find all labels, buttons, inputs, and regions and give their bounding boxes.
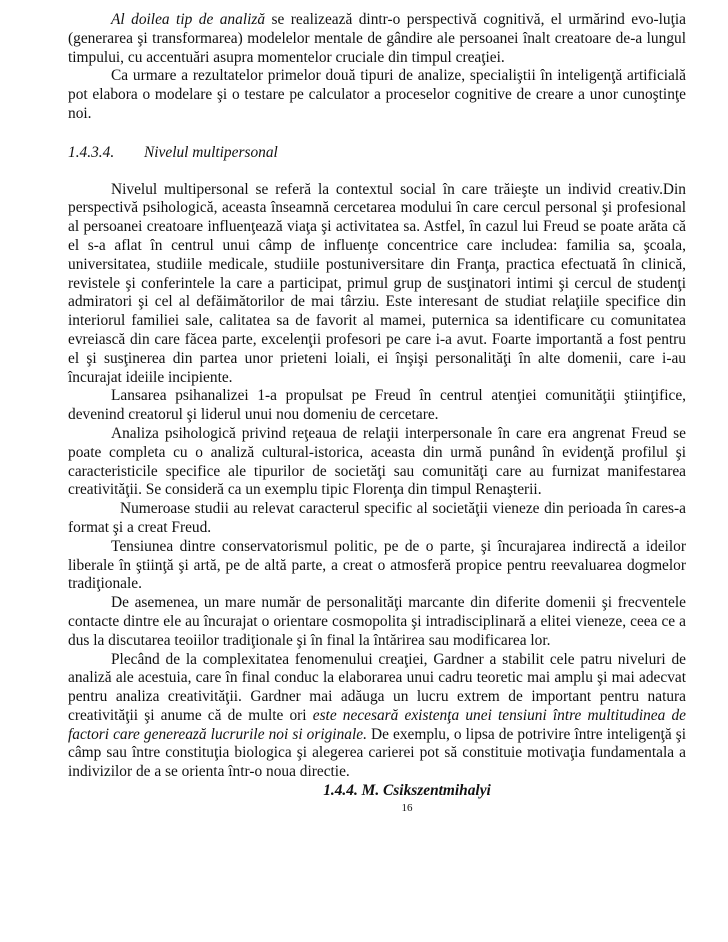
section-title: Nivelul multipersonal: [144, 143, 278, 161]
next-section-heading: 1.4.4. M. Csikszentmihalyi: [323, 782, 491, 800]
italic-phrase: este necesară existenţa unei tensiuni între multitudinea de factori care generează lucrurile noi si originale.: [68, 706, 686, 743]
paragraph-gardner: [68, 651, 686, 783]
paragraph-network-analysis: Analiza psihologică privind reţeaua de relaţii interpersonale în care era angrenat Freud se poate completa cu o analiză cultural-istorica, aceasta din urmă punând în evidenţă profilul şi caracteristicile specifice ale tipurilor de societăţi sau comunităţi care au furnizat manifestarea creativităţii. Se consideră ca un exemplu tipic Florenţa din timpul Renaşterii.: [68, 424, 686, 499]
paragraph-text: De exemplu, o lipsa de potrivire între inteligenţă şi câmp sau între constituţia biologica şi alegerea carierei pot să constituie motivaţia fundamentala a indivizilor de a se orienta într-o noua directie.: [68, 725, 686, 781]
section-heading: [68, 144, 686, 163]
paragraph-cognitive-analysis: [68, 11, 686, 67]
section-number: 1.4.3.4.: [68, 143, 115, 161]
paragraph-text: se realizează dintr-o perspectivă cognitivă, el urmărind evo-luţia (generarea şi transformarea) modelelor mentale de gândire ale persoanei înalt creatoare de-a lungul timpului, cu accentuări asupra momentelor cruciale din timpul creaţiei.: [68, 11, 686, 66]
paragraph-psychoanalysis: Lansarea psihanalizei 1-a propulsat pe Freud în centrul atenţiei comunităţii ştiinţifice, devenind creatorul şi liderul unui nou domeniu de cercetare.: [68, 387, 686, 424]
paragraph-text: Plecând de la complexitatea fenomenului creaţiei, Gardner a stabilit cele patru niveluri de analiză ale acestuia, care în final conduc la elaborarea unui cadru teoretic mai amplu şi mai adecvat pentru analiza creativităţii. Gardner mai adăuga un lucru extrem de important pentru natura creativităţii şi anume că de multe ori: [68, 650, 686, 724]
italic-phrase: Al doilea tip de analiză: [111, 11, 266, 28]
paragraph-ai-modeling: Ca urmare a rezultatelor primelor două tipuri de analize, specialiştii în inteligenţă artificială pot elabora o modelare şi o testare pe calculator a proceselor cognitive de creare a unor cunoştinţe noi.: [68, 67, 686, 122]
paragraph-multipersonal: Nivelul multipersonal se referă la contextul social în care trăieşte un individ creativ.Din perspectivă psihologică, aceasta înseamnă cercetarea modului în care cercul personal şi profesional al persoanei creatoare influenţează viaţa şi activitatea sa. Astfel, în cazul lui Freud se poate arăta că el s-a aflat în centrul unui câmp de influenţe concentrice care includea: familia sa, şcoala, universitatea, studiile medicale, studiile postuniversitare din Franţa, practica efectuată în clinică, revistele şi conferintele la care a participat, primul grup de susţinatori intimi şi cercul de studenţi admiratori şi cel al defăimătorilor de mai târziu. Este interesant de studiat relaţiile specifice din interiorul familiei sale, calitatea sa de favorit al mamei, puternica sa identificare cu comunitatea evreiască din care făcea parte, excelenţii profesori pe care i-a avut. Foarte importantă a fost pentru el şi susţinerea din partea unor prieteni loiali, ei înşişi personalităţi în alte domenii, care i-au încurajat ideiile incipiente.: [68, 180, 686, 386]
paragraph-tension: Tensiunea dintre conservatorismul politic, pe de o parte, şi încurajarea indirectă a ideilor liberale în ştiinţă şi artă, pe de altă parte, a creat o atmosferă propice pentru reevaluarea dogmelor tradiţionale.: [68, 537, 686, 593]
paragraph-personalities: De asemenea, un mare număr de personalităţi marcante din diferite domenii şi frecventele contacte dintre ele au încurajat o orientare cosmopolita şi intradisciplinară a elitei vieneze, ceea ce a dus la discutarea teoiilor tradiţionale şi în final la întărirea sau modificarea lor.: [68, 594, 686, 649]
paragraph-vienna-studies: Numeroase studii au relevat caracterul specific al societăţii vieneze din perioada în cares-a format şi a creat Freud.: [68, 500, 686, 536]
page-number: 16: [401, 801, 413, 814]
